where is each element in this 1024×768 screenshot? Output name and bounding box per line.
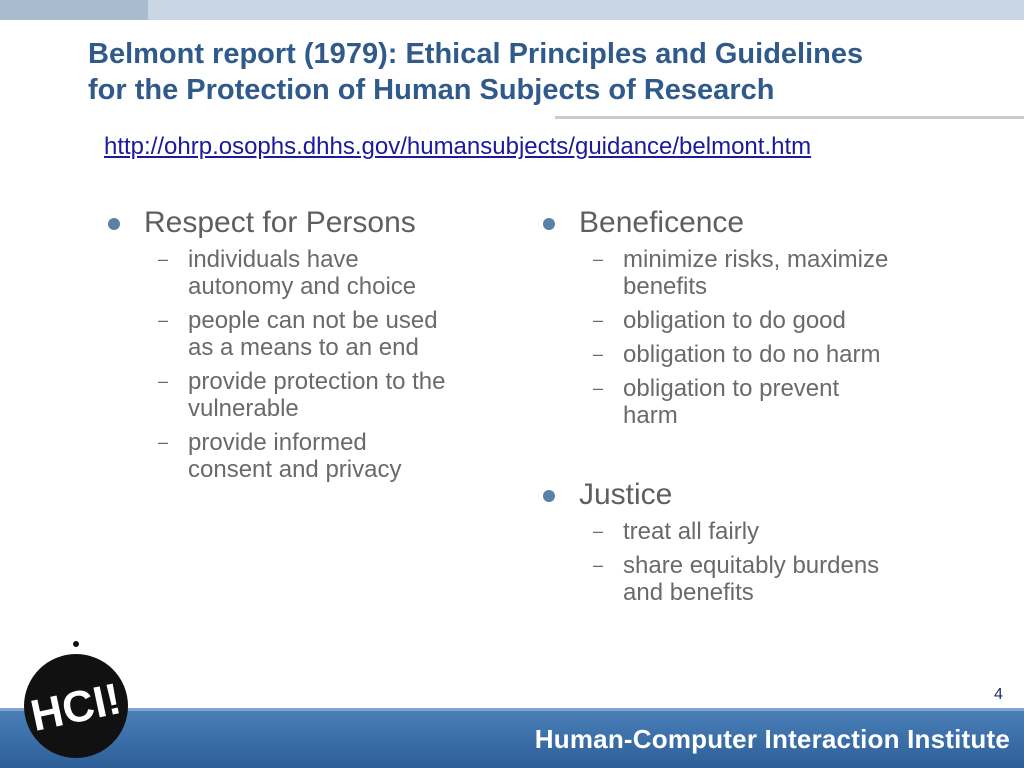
top-decorative-band-accent [0,0,148,20]
sub-item: – provide informed consent and privacy [158,429,402,483]
respect-sub-list [106,246,506,483]
bullet-dot-icon [543,218,555,230]
dash-icon: – [158,249,169,269]
beneficence-sub-list [541,246,961,429]
dash-icon: – [158,432,169,452]
sub-item: – provide protection to the vulnerable [158,368,446,422]
dash-icon: – [593,378,604,398]
dash-icon: – [593,310,604,330]
sub-item: – obligation to do good [593,307,846,334]
dash-icon: – [593,521,604,541]
spacer [541,436,961,476]
dash-icon: – [593,555,604,575]
bullet-dot-icon [108,218,120,230]
sub-item: – share equitably burdens and benefits [593,552,880,606]
bullet-respect-for-persons [106,204,506,242]
top-decorative-band [0,0,1024,20]
right-column [541,204,961,613]
hci-logo-icon [20,636,132,760]
institute-name: Human-Computer Interaction Institute [534,724,1010,754]
sub-item: – individuals have autonomy and choice [158,246,417,300]
dash-icon: – [158,371,169,391]
sub-item: – minimize risks, maximize benefits [593,246,889,300]
sub-item: – obligation to do no harm [593,341,881,368]
slide-title-line-2: for the Protection of Human Subjects of Research [88,74,775,106]
bullet-dot-icon [543,490,555,502]
bullet-heading: Justice [579,478,673,511]
bullet-justice [541,476,961,514]
dash-icon: – [593,249,604,269]
bullet-beneficence [541,204,961,242]
belmont-url-link[interactable]: http://ohrp.osophs.dhhs.gov/humansubjects/guidance/belmont.htm [104,133,812,160]
slide-title [88,36,1008,108]
dash-icon: – [158,310,169,330]
sub-item: – people can not be used as a means to an end [158,307,438,361]
slide-title-line-1: Belmont report (1979): Ethical Principles and Guidelines [88,38,864,70]
left-column [106,204,506,490]
justice-sub-list [541,518,961,606]
page-number: 4 [994,686,1003,703]
bullet-heading: Beneficence [579,206,745,239]
bullet-heading: Respect for Persons [144,206,416,239]
sub-item: – obligation to prevent harm [593,375,840,429]
hci-logo-text: HCI! [26,674,126,741]
dash-icon: – [593,344,604,364]
title-divider [555,116,1024,119]
sub-item: – treat all fairly [593,518,760,545]
